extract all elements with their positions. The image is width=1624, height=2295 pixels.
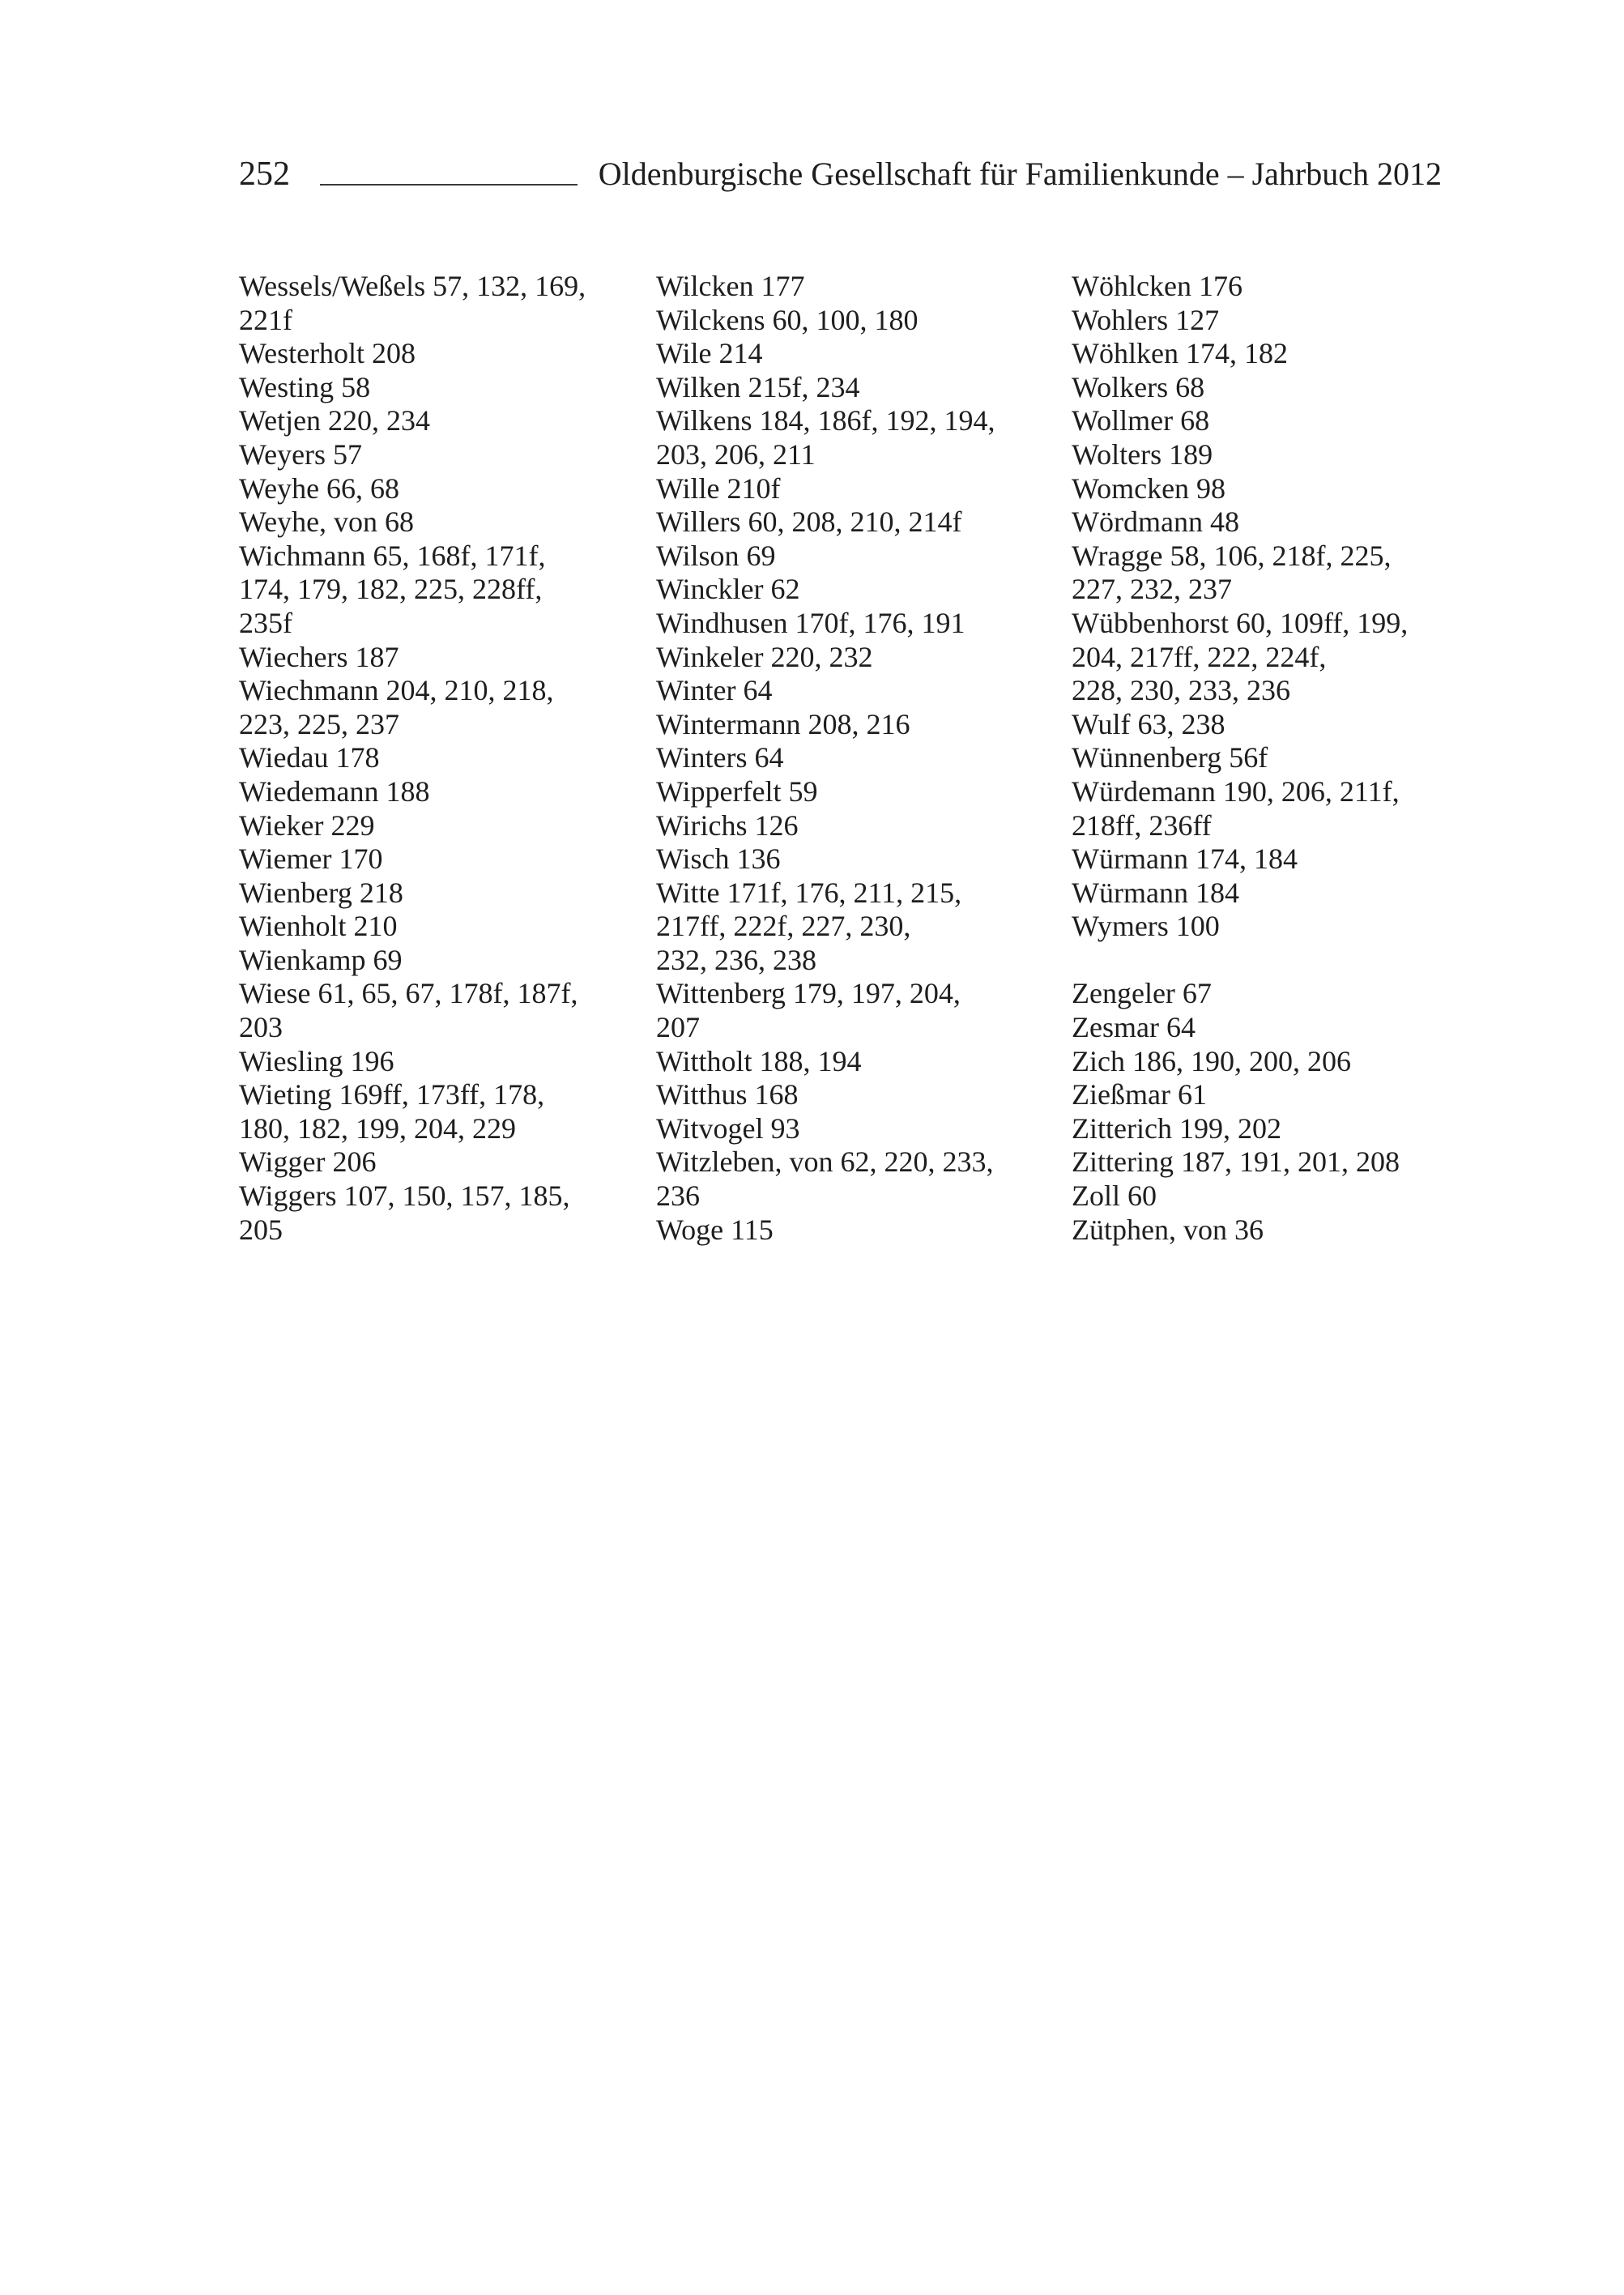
index-line: Witthus 168 [656, 1078, 799, 1111]
index-line: Würmann 174, 184 [1072, 842, 1298, 876]
index-column-1 [239, 270, 620, 1247]
index-line: Würmann 184 [1072, 876, 1239, 909]
index-line: 180, 182, 199, 204, 229 [239, 1111, 516, 1145]
index-line: Zoll 60 [1072, 1179, 1157, 1213]
index-line: Wiedemann 188 [239, 774, 430, 808]
index-line: Würdemann 190, 206, 211f, [1072, 774, 1400, 808]
index-line: Wile 214 [656, 337, 763, 370]
index-line: Winkeler 220, 232 [656, 640, 873, 673]
index-line: 236 [656, 1179, 700, 1213]
letter-section-gap [1072, 944, 1452, 978]
index-line: Wieting 169ff, 173ff, 178, [239, 1078, 545, 1111]
index-line: Wille 210f [656, 471, 781, 505]
index-line: Wilckens 60, 100, 180 [656, 303, 919, 336]
index-line: Willers 60, 208, 210, 214f [656, 505, 962, 539]
index-column-2 [656, 270, 1037, 1247]
index-line: 235f [239, 606, 292, 639]
index-line: Wintermann 208, 216 [656, 707, 910, 740]
index-line: Wiechers 187 [239, 640, 399, 673]
index-line: 221f [239, 303, 292, 336]
index-line: 204, 217ff, 222, 224f, [1072, 640, 1327, 673]
index-line: Westerholt 208 [239, 337, 416, 370]
index-line: Wilson 69 [656, 539, 776, 572]
index-line: Wittholt 188, 194 [656, 1044, 862, 1077]
index-line: Winters 64 [656, 741, 784, 774]
index-line: Witte 171f, 176, 211, 215, [656, 876, 962, 909]
index-line: Winckler 62 [656, 573, 800, 606]
index-line: Wiechmann 204, 210, 218, [239, 674, 554, 707]
index-line: 205 [239, 1213, 283, 1246]
index-line: 207 [656, 1011, 700, 1044]
journal-title: Oldenburgische Gesellschaft für Familienkunde – Jahrbuch 2012 [598, 156, 1442, 192]
index-line: Wolkers 68 [1072, 370, 1205, 403]
index-line: Wienberg 218 [239, 876, 403, 909]
index-line: 217ff, 222f, 227, 230, [656, 910, 911, 943]
index-line: 203 [239, 1011, 283, 1044]
index-line: Wübbenhorst 60, 109ff, 199, [1072, 606, 1409, 639]
index-line: Zesmar 64 [1072, 1011, 1196, 1044]
index-line: Wilkens 184, 186f, 192, 194, [656, 404, 995, 437]
index-line: Wessels/Weßels 57, 132, 169, [239, 270, 586, 302]
index-line: Wipperfelt 59 [656, 774, 818, 808]
index-line: Wienholt 210 [239, 910, 398, 943]
index-line: 232, 236, 238 [656, 943, 816, 976]
index-line: Windhusen 170f, 176, 191 [656, 606, 965, 639]
index-line: Wigger 206 [239, 1145, 377, 1179]
index-line: Wöhlcken 176 [1072, 270, 1243, 302]
index-line: Wragge 58, 106, 218f, 225, [1072, 539, 1392, 572]
index-line: Wiedau 178 [239, 741, 380, 774]
index-line: Womcken 98 [1072, 471, 1226, 505]
index-line: Wymers 100 [1072, 910, 1220, 943]
index-line: 223, 225, 237 [239, 707, 399, 740]
index-line: 228, 230, 233, 236 [1072, 674, 1290, 707]
index-line: Zengeler 67 [1072, 977, 1212, 1010]
index-line: Weyhe 66, 68 [239, 471, 400, 505]
index-line: Wittenberg 179, 197, 204, [656, 977, 961, 1010]
index-line: Wieker 229 [239, 808, 375, 842]
index-line: Weyers 57 [239, 437, 363, 471]
index-line: Wichmann 65, 168f, 171f, [239, 539, 546, 572]
index-line: Wiesling 196 [239, 1044, 394, 1077]
index-line: Zittering 187, 191, 201, 208 [1072, 1145, 1400, 1179]
index-line: Weyhe, von 68 [239, 505, 415, 539]
index-line: Wilken 215f, 234 [656, 370, 860, 403]
index-column-3 [1072, 270, 1452, 1247]
index-line: Winter 64 [656, 674, 773, 707]
index-line: Wöhlken 174, 182 [1072, 337, 1288, 370]
index-line: Wiese 61, 65, 67, 178f, 187f, [239, 977, 578, 1010]
index-line: Wollmer 68 [1072, 404, 1210, 437]
index-line: Wetjen 220, 234 [239, 404, 431, 437]
index-line: Wolters 189 [1072, 437, 1213, 471]
index-line: 203, 206, 211 [656, 437, 816, 471]
index-line: 227, 232, 237 [1072, 573, 1232, 606]
index-line: 218ff, 236ff [1072, 808, 1212, 842]
index-line: Woge 115 [656, 1213, 774, 1246]
index-line: Wiemer 170 [239, 842, 383, 876]
index-line: Wilcken 177 [656, 270, 805, 302]
index-line: 174, 179, 182, 225, 228ff, [239, 573, 543, 606]
index-line: Wiggers 107, 150, 157, 185, [239, 1179, 570, 1213]
index-line: Witvogel 93 [656, 1111, 800, 1145]
index-line: Westing 58 [239, 370, 371, 403]
index-line: Wirichs 126 [656, 808, 799, 842]
header-rule [320, 184, 578, 186]
index-line: Wisch 136 [656, 842, 781, 876]
index-line: Zütphen, von 36 [1072, 1213, 1264, 1246]
page-number: 252 [239, 156, 290, 193]
index-line: Witzleben, von 62, 220, 233, [656, 1145, 994, 1179]
index-line: Zitterich 199, 202 [1072, 1111, 1281, 1145]
running-header [239, 150, 1442, 198]
index-line: Zießmar 61 [1072, 1078, 1207, 1111]
index-line: Zich 186, 190, 200, 206 [1072, 1044, 1351, 1077]
index-line: Wohlers 127 [1072, 303, 1220, 336]
index-line: Wulf 63, 238 [1072, 707, 1225, 740]
index-line: Wördmann 48 [1072, 505, 1239, 539]
index-line: Wienkamp 69 [239, 943, 403, 976]
index-line: Wünnenberg 56f [1072, 741, 1268, 774]
